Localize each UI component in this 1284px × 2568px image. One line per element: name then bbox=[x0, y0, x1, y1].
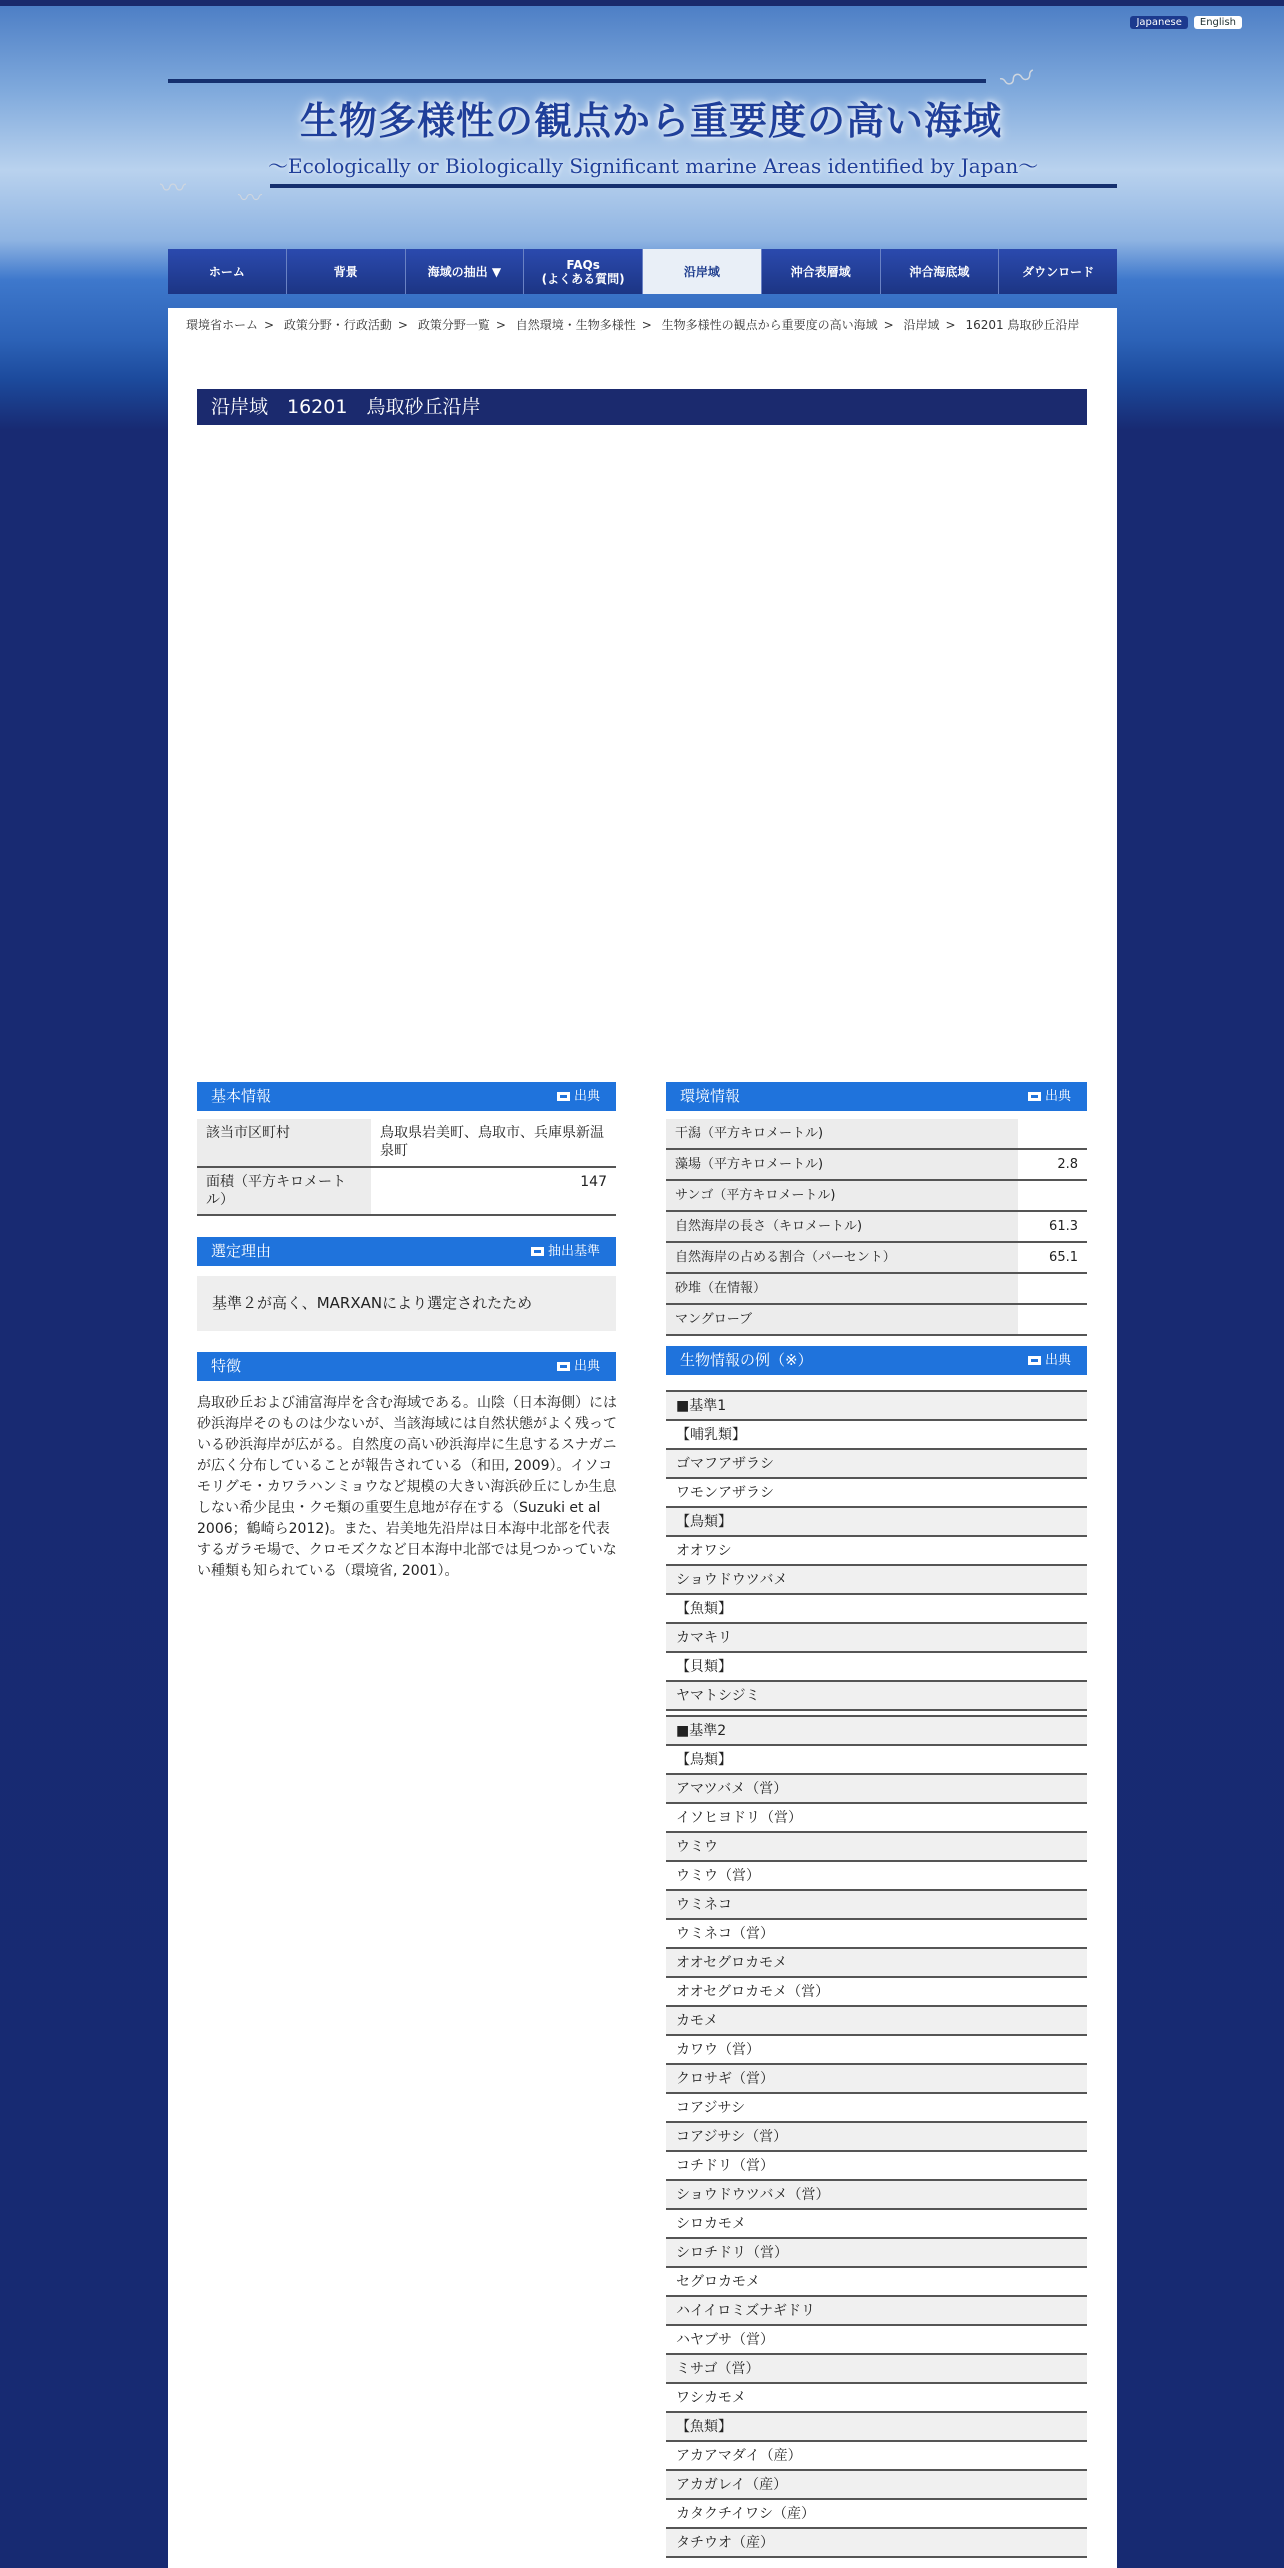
list-item: ウミネコ bbox=[666, 1891, 1087, 1920]
breadcrumb: 環境省ホーム > 政策分野・行政活動 > 政策分野一覧 > 自然環境・生物多様性 > 生物多様性の観点から重要度の高い海域 > 沿岸域 > 16201 鳥取砂丘沿岸 bbox=[186, 318, 1080, 332]
site-subtitle: 〜Ecologically or Biologically Significant marine Areas identified by Japan〜 bbox=[268, 154, 1039, 178]
list-item: 【鳥類】 bbox=[666, 1746, 1087, 1775]
cell-value: 61.3 bbox=[1018, 1211, 1087, 1242]
table-row bbox=[666, 1180, 1087, 1211]
window-icon bbox=[1028, 1356, 1041, 1365]
breadcrumb-link[interactable]: 沿岸域 bbox=[903, 318, 940, 332]
list-item: クロサギ（営） bbox=[666, 2065, 1087, 2094]
cell-key: 砂堆（在情報） bbox=[666, 1273, 1018, 1304]
source-link[interactable] bbox=[557, 1082, 600, 1111]
cell-value: 65.1 bbox=[1018, 1242, 1087, 1273]
bio-list bbox=[666, 1390, 1087, 2558]
source-label: 出典 bbox=[573, 1089, 600, 1104]
list-item: ショウドウツバメ bbox=[666, 1566, 1087, 1595]
feature-heading bbox=[197, 1352, 616, 1381]
nav-faqs[interactable]: FAQs (よくある質問) bbox=[524, 249, 643, 294]
feature-text: 鳥取砂丘および浦富海岸を含む海域である。山陰（日本海側）には砂浜海岸そのものは少ないが、当該海域には自然状態がよく残っている砂浜海岸が広がる。自然度の高い砂浜海岸に生息するスナガニが広く分布していることが報告されている（和田, 2009）。イソコモリグモ・カワラハンミョウなど規模の大きい海浜砂丘にしか生息しない希少昆虫・クモ類の重要生息地が存在する（Suzuki et al 2006；鶴崎ら2012)。また、岩美地先沿岸は日本海中北部を代表するガラモ場で、クロモズクなど日本海中北部では見つかっていない種類も知られている（環境省, 2001）。 bbox=[197, 1395, 617, 1579]
breadcrumb-current: 16201 鳥取砂丘沿岸 bbox=[965, 318, 1080, 332]
cell-value: 147 bbox=[371, 1167, 616, 1215]
list-item: コアジサシ（営） bbox=[666, 2123, 1087, 2152]
main-nav bbox=[168, 249, 1117, 294]
list-item: アマツバメ（営） bbox=[666, 1775, 1087, 1804]
nav-area-extraction[interactable]: 海域の抽出 ▼ bbox=[406, 249, 525, 294]
basic-info-title: 基本情報 bbox=[211, 1087, 272, 1105]
table-row bbox=[666, 1211, 1087, 1242]
list-item: ワシカモメ bbox=[666, 2384, 1087, 2413]
table-row bbox=[197, 1119, 616, 1167]
list-item: ハイイロミズナギドリ bbox=[666, 2297, 1087, 2326]
env-info-heading bbox=[666, 1082, 1087, 1111]
seagull-icon: 〰 bbox=[996, 56, 1040, 104]
header-top-rule bbox=[168, 79, 986, 83]
table-row bbox=[197, 1167, 616, 1215]
list-item: ウミネコ（営） bbox=[666, 1920, 1087, 1949]
window-icon bbox=[557, 1362, 570, 1371]
seagull-icon: 〰 bbox=[238, 184, 262, 212]
env-info-table bbox=[666, 1119, 1087, 1336]
nav-coastal[interactable]: 沿岸域 bbox=[643, 249, 762, 294]
list-item: タチウオ（産） bbox=[666, 2529, 1087, 2558]
list-item: イソヒヨドリ（営） bbox=[666, 1804, 1087, 1833]
list-item: オオセグロカモメ bbox=[666, 1949, 1087, 1978]
top-border bbox=[0, 0, 1284, 6]
nav-home[interactable]: ホーム bbox=[168, 249, 287, 294]
cell-key: 自然海岸の占める割合（パーセント） bbox=[666, 1242, 1018, 1273]
list-item: ウミウ（営） bbox=[666, 1862, 1087, 1891]
cell-key: 該当市区町村 bbox=[197, 1119, 371, 1167]
list-item: ゴマフアザラシ bbox=[666, 1450, 1087, 1479]
bio-group-1 bbox=[666, 1392, 1087, 1711]
list-item: シロカモメ bbox=[666, 2210, 1087, 2239]
source-label: 出典 bbox=[1044, 1353, 1071, 1368]
source-link[interactable] bbox=[1028, 1346, 1071, 1375]
cell-key: 自然海岸の長さ（キロメートル) bbox=[666, 1211, 1018, 1242]
english-button[interactable]: English bbox=[1194, 16, 1242, 29]
japanese-button[interactable]: Japanese bbox=[1130, 16, 1187, 29]
list-item: ワモンアザラシ bbox=[666, 1479, 1087, 1508]
basic-info-table bbox=[197, 1119, 616, 1216]
list-item: ウミウ bbox=[666, 1833, 1087, 1862]
reason-heading bbox=[197, 1237, 616, 1266]
source-link[interactable] bbox=[1028, 1082, 1071, 1111]
list-item: ミサゴ（営） bbox=[666, 2355, 1087, 2384]
breadcrumb-link[interactable]: 自然環境・生物多様性 bbox=[515, 318, 636, 332]
bio-info-heading bbox=[666, 1346, 1087, 1375]
cell-value bbox=[1018, 1273, 1087, 1304]
bio-info-title: 生物情報の例（※） bbox=[680, 1351, 813, 1369]
env-info-title: 環境情報 bbox=[680, 1087, 741, 1105]
list-item: オオセグロカモメ（営） bbox=[666, 1978, 1087, 2007]
source-link[interactable] bbox=[557, 1352, 600, 1381]
list-item: カタクチイワシ（産） bbox=[666, 2500, 1087, 2529]
seagull-icon: 〰 bbox=[160, 174, 187, 204]
list-item: カモメ bbox=[666, 2007, 1087, 2036]
breadcrumb-link[interactable]: 環境省ホーム bbox=[186, 318, 259, 332]
list-item: シロチドリ（営） bbox=[666, 2239, 1087, 2268]
reason-title: 選定理由 bbox=[211, 1242, 272, 1260]
site-title: 生物多様性の観点から重要度の高い海域 bbox=[300, 98, 1003, 143]
cell-key: マングローブ bbox=[666, 1304, 1018, 1335]
list-item: ■基準2 bbox=[666, 1717, 1087, 1746]
page-title: 沿岸域 16201 鳥取砂丘沿岸 bbox=[197, 389, 1087, 425]
list-item: 【鳥類】 bbox=[666, 1508, 1087, 1537]
cell-value bbox=[1018, 1180, 1087, 1211]
content-page bbox=[168, 308, 1117, 2568]
window-icon bbox=[531, 1247, 544, 1256]
breadcrumb-link[interactable]: 生物多様性の観点から重要度の高い海域 bbox=[661, 318, 878, 332]
nav-background[interactable]: 背景 bbox=[287, 249, 406, 294]
criteria-label: 抽出基準 bbox=[547, 1244, 600, 1259]
list-item: アカアマダイ（産） bbox=[666, 2442, 1087, 2471]
header-bottom-rule bbox=[270, 184, 1117, 188]
nav-download[interactable]: ダウンロード bbox=[999, 249, 1117, 294]
table-row bbox=[666, 1119, 1087, 1149]
cell-value: 2.8 bbox=[1018, 1149, 1087, 1180]
list-item: 【魚類】 bbox=[666, 1595, 1087, 1624]
cell-key: 干潟（平方キロメートル) bbox=[666, 1119, 1018, 1149]
list-item: 【哺乳類】 bbox=[666, 1421, 1087, 1450]
list-item: 【貝類】 bbox=[666, 1653, 1087, 1682]
source-label: 出典 bbox=[1044, 1089, 1071, 1104]
cell-key: サンゴ（平方キロメートル) bbox=[666, 1180, 1018, 1211]
source-label: 出典 bbox=[573, 1359, 600, 1374]
nav-offshore-surface[interactable]: 沖合表層域 bbox=[762, 249, 881, 294]
table-row bbox=[666, 1273, 1087, 1304]
list-item: カワウ（営） bbox=[666, 2036, 1087, 2065]
table-row bbox=[666, 1242, 1087, 1273]
cell-value bbox=[1018, 1304, 1087, 1335]
window-icon bbox=[557, 1092, 570, 1101]
cell-value: 鳥取県岩美町、鳥取市、兵庫県新温泉町 bbox=[371, 1119, 616, 1167]
list-item: ハヤブサ（営） bbox=[666, 2326, 1087, 2355]
window-icon bbox=[1028, 1092, 1041, 1101]
cell-key: 面積（平方キロメートル） bbox=[197, 1167, 371, 1215]
table-row bbox=[666, 1149, 1087, 1180]
list-item: コチドリ（営） bbox=[666, 2152, 1087, 2181]
list-item: コアジサシ bbox=[666, 2094, 1087, 2123]
cell-value bbox=[1018, 1119, 1087, 1149]
reason-text: 基準２が高く、MARXANにより選定されたため bbox=[197, 1276, 616, 1331]
basic-info-heading bbox=[197, 1082, 616, 1111]
nav-offshore-seabed[interactable]: 沖合海底域 bbox=[881, 249, 1000, 294]
criteria-link[interactable] bbox=[531, 1237, 600, 1266]
list-item: ■基準1 bbox=[666, 1392, 1087, 1421]
list-item: オオワシ bbox=[666, 1537, 1087, 1566]
list-item: ヤマトシジミ bbox=[666, 1682, 1087, 1711]
feature-title: 特徴 bbox=[211, 1357, 242, 1375]
list-item: 【魚類】 bbox=[666, 2413, 1087, 2442]
language-switcher bbox=[1130, 16, 1242, 29]
list-item: カマキリ bbox=[666, 1624, 1087, 1653]
breadcrumb-link[interactable]: 政策分野・行政活動 bbox=[283, 318, 392, 332]
bio-group-2 bbox=[666, 1715, 1087, 2558]
breadcrumb-link[interactable]: 政策分野一覧 bbox=[417, 318, 490, 332]
list-item: ショウドウツバメ（営） bbox=[666, 2181, 1087, 2210]
list-item: アカガレイ（産） bbox=[666, 2471, 1087, 2500]
cell-key: 藻場（平方キロメートル) bbox=[666, 1149, 1018, 1180]
table-row bbox=[666, 1304, 1087, 1335]
list-item: セグロカモメ bbox=[666, 2268, 1087, 2297]
